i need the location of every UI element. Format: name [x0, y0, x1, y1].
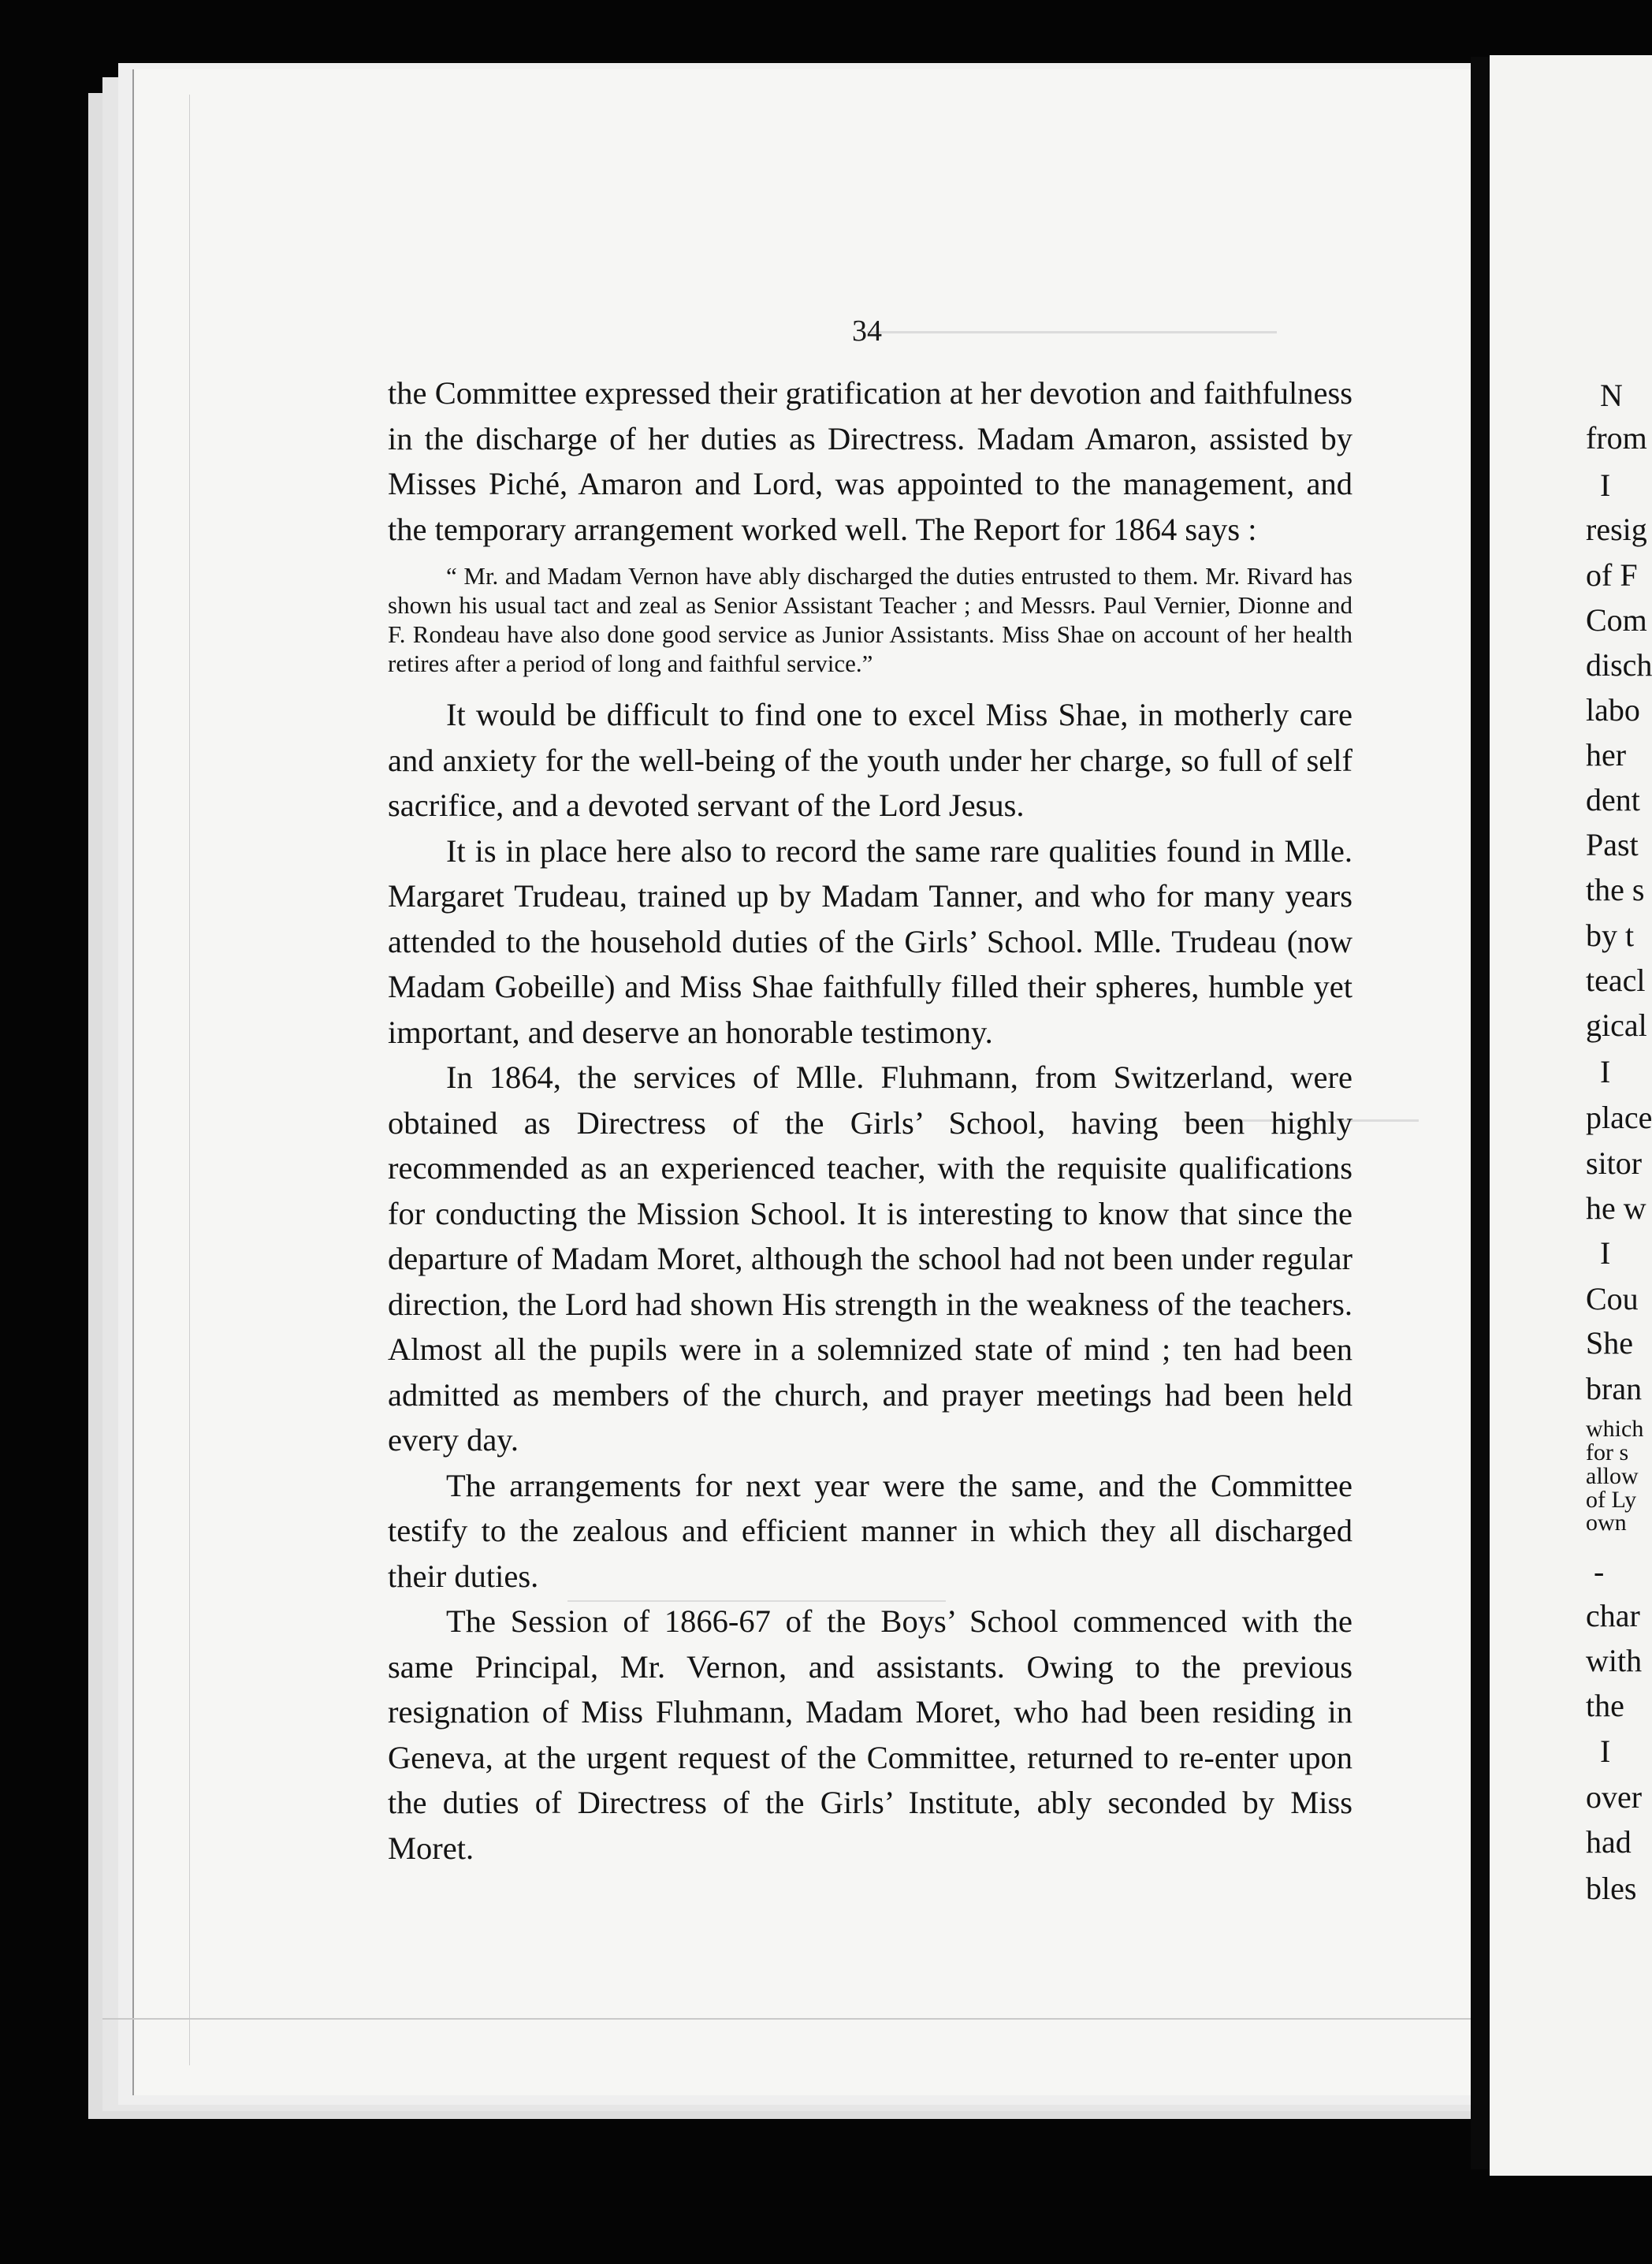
right-page-fragment: he w	[1586, 1190, 1646, 1226]
right-page-fragment: Cou	[1586, 1281, 1639, 1316]
right-page-fragment: dent	[1586, 782, 1640, 817]
right-page-fragment: sitor	[1586, 1145, 1643, 1181]
right-page-fragment: bles	[1586, 1871, 1637, 1906]
right-page-fragment: gical	[1586, 1007, 1647, 1043]
right-page-fragment: with	[1586, 1643, 1643, 1678]
right-page-fragment: disch	[1586, 647, 1652, 683]
paragraph: the Committee expressed their gratification at her devotion and faithfulness in the discharge of her duties as Directress. Madam Amaron, assisted by Misses Piché, Amaron and Lord, was appointed to the management, and the temporary arrangement worked well. The Report for 1864 says :	[388, 375, 1352, 547]
paragraph: The Session of 1866-67 of the Boys’ School commenced with the same Principal, Mr. Vernon, and assistants. Owing to the previous resignation of Miss Fluhmann, Madam Moret, who had been residing in Geneva, at the urgent request of the Committee, returned to re-enter upon the duties of Directress of the Girls’ Institute, ably seconded by Miss Moret.	[388, 1603, 1352, 1866]
right-page-fragment: over	[1586, 1779, 1643, 1815]
page-fold-line	[189, 95, 190, 2065]
body-text	[388, 371, 1352, 1871]
right-page-fragment: the s	[1586, 872, 1645, 907]
page-edge-line	[132, 69, 134, 2095]
right-page-fragment: She	[1586, 1325, 1633, 1361]
right-page-fragment: bran	[1586, 1371, 1643, 1406]
right-page-fragment: N	[1600, 378, 1623, 413]
right-page-fragment: from	[1586, 420, 1647, 456]
right-page-fragment: allow	[1586, 1463, 1639, 1489]
right-page-fragment: I	[1600, 1733, 1611, 1769]
right-page-fragment: of Ly	[1586, 1487, 1637, 1513]
right-page-fragment: I	[1600, 1235, 1611, 1271]
right-page-fragment: for s	[1586, 1439, 1629, 1465]
right-page-fragment: place	[1586, 1100, 1652, 1135]
block-quote: “ Mr. and Madam Vernon have ably discharged the duties entrusted to them. Mr. Rivard has shown his usual tact and zeal as Senior Assistant Teacher ; and Messrs. Paul Vernier, Dionne and F. Rondeau have also done good service as Junior Assistants. Miss Shae on account of her health retires after a period of long and faithful service.”	[388, 562, 1352, 677]
paragraph: The arrangements for next year were the same, and the Committee testify to the zealous and efficient manner in which they all discharged their duties.	[388, 1467, 1352, 1594]
right-page-fragment: -	[1594, 1554, 1605, 1589]
right-page-fragment: labo	[1586, 692, 1640, 728]
show-through-mark	[867, 331, 1277, 333]
page-number: 34	[852, 315, 882, 348]
page-bottom-edge	[102, 2018, 1471, 2020]
right-page-fragment: teacl	[1586, 963, 1646, 998]
right-page-fragment: her	[1586, 737, 1627, 773]
right-page-fragment: I	[1600, 1054, 1611, 1089]
right-page-fragment: own	[1586, 1510, 1627, 1536]
right-page-fragment: resig	[1586, 512, 1647, 547]
right-page-fragment: had	[1586, 1824, 1632, 1860]
right-page-fragment: char	[1586, 1598, 1640, 1633]
paragraph: It is in place here also to record the same rare qualities found in Mlle. Margaret Trudeau, trained up by Madam Tanner, and who for many years attended to the household duties of the Girls’ School. Mlle. Trudeau (now Madam Gobeille) and Miss Shae faithfully filled their spheres, humble yet important, and deserve an honorable testimony.	[388, 832, 1352, 1050]
right-page-fragment: by t	[1586, 918, 1635, 953]
right-page-fragment: I	[1600, 467, 1611, 503]
right-page-fragment: Past	[1586, 827, 1639, 862]
right-page-fragment: the	[1586, 1688, 1624, 1723]
book-gutter	[1471, 57, 1490, 2169]
paragraph: In 1864, the services of Mlle. Fluhmann, from Switzerland, were obtained as Directress of the Girls’ School, having been highly recommended as an experienced teacher, with the requisite qualifications for conducting the Mission School. It is interesting to know that since the departure of Madam Moret, although the school had not been under regular direction, the Lord had shown His strength in the weakness of the teachers. Almost all the pupils were in a solemnized state of mind ; ten had been admitted as members of the church, and prayer meetings had been held every day.	[388, 1059, 1352, 1458]
right-page-fragment: Com	[1586, 602, 1647, 638]
right-page-fragment: which	[1586, 1416, 1644, 1442]
paragraph: It would be difficult to find one to excel Miss Shae, in motherly care and anxiety for the well-being of the youth under her charge, so full of self sacrifice, and a devoted servant of the Lord Jesus.	[388, 697, 1352, 823]
right-page-fragment: of F	[1586, 557, 1638, 593]
